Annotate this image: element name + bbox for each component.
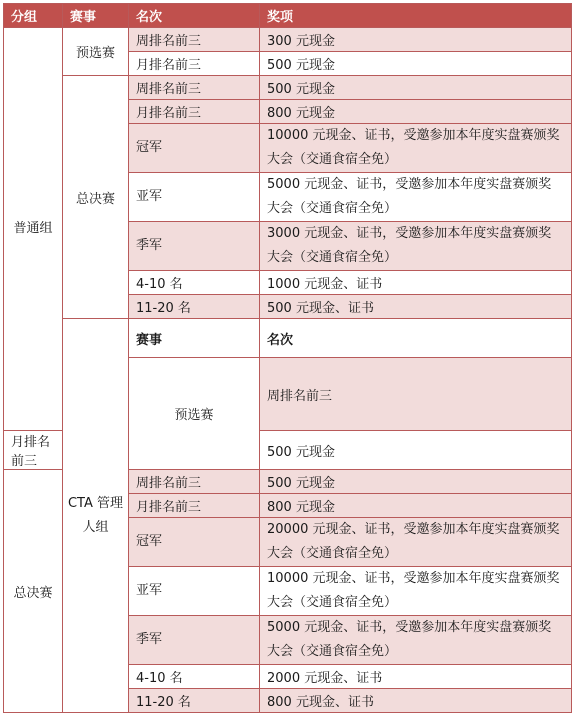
header-prize: 奖项 <box>260 4 572 28</box>
group-name: CTA 管理人组 <box>63 319 129 713</box>
rank-cell: 季军 <box>129 222 260 271</box>
prize-cell: 10000 元现金、证书，受邀参加本年度实盘赛颁奖大会（交通食宿全免） <box>260 567 572 616</box>
rank-cell: 季军 <box>129 616 260 665</box>
rank-cell: 11-20 名 <box>129 689 260 713</box>
prize-cell: 500 元现金 <box>260 470 572 494</box>
rank-cell: 亚军 <box>129 567 260 616</box>
prize-cell: 10000 元现金、证书，受邀参加本年度实盘赛颁奖大会（交通食宿全免） <box>260 124 572 173</box>
prize-cell: 2000 元现金、证书 <box>260 665 572 689</box>
prize-cell: 500 元现金 <box>260 52 572 76</box>
rank-cell: 周排名前三 <box>260 358 572 431</box>
prize-cell: 500 元现金、证书 <box>260 295 572 319</box>
prize-cell: 500 元现金 <box>260 76 572 100</box>
rank-cell: 冠军 <box>129 124 260 173</box>
prize-cell: 300 元现金 <box>260 28 572 52</box>
subheader-event: 赛事 <box>129 319 260 358</box>
prize-cell: 5000 元现金、证书，受邀参加本年度实盘赛颁奖大会（交通食宿全免） <box>260 616 572 665</box>
prize-table <box>3 3 572 713</box>
prize-cell: 800 元现金 <box>260 494 572 518</box>
rank-cell: 月排名前三 <box>4 431 63 470</box>
group-name: 普通组 <box>4 28 63 431</box>
prize-cell: 5000 元现金、证书，受邀参加本年度实盘赛颁奖大会（交通食宿全免） <box>260 173 572 222</box>
table-row <box>4 76 572 100</box>
prize-cell: 800 元现金 <box>260 100 572 124</box>
rank-cell: 月排名前三 <box>129 100 260 124</box>
subheader-row <box>4 319 572 358</box>
prize-cell: 20000 元现金、证书，受邀参加本年度实盘赛颁奖大会（交通食宿全免） <box>260 518 572 567</box>
rank-cell: 亚军 <box>129 173 260 222</box>
prize-cell: 800 元现金、证书 <box>260 689 572 713</box>
rank-cell: 周排名前三 <box>129 470 260 494</box>
header-group: 分组 <box>4 4 63 28</box>
rank-cell: 周排名前三 <box>129 28 260 52</box>
rank-cell: 月排名前三 <box>129 52 260 76</box>
rank-cell: 周排名前三 <box>129 76 260 100</box>
rank-cell: 冠军 <box>129 518 260 567</box>
rank-cell: 4-10 名 <box>129 665 260 689</box>
table-header-row <box>4 4 572 28</box>
subheader-rank: 名次 <box>260 319 572 358</box>
rank-cell: 4-10 名 <box>129 271 260 295</box>
rank-cell: 11-20 名 <box>129 295 260 319</box>
event-name: 总决赛 <box>4 470 63 713</box>
rank-cell: 月排名前三 <box>129 494 260 518</box>
header-rank: 名次 <box>129 4 260 28</box>
prize-cell: 500 元现金 <box>260 431 572 470</box>
event-name: 预选赛 <box>63 28 129 76</box>
table-row <box>4 28 572 52</box>
event-name: 预选赛 <box>129 358 260 470</box>
prize-cell: 3000 元现金、证书，受邀参加本年度实盘赛颁奖大会（交通食宿全免） <box>260 222 572 271</box>
header-event: 赛事 <box>63 4 129 28</box>
prize-cell: 1000 元现金、证书 <box>260 271 572 295</box>
event-name: 总决赛 <box>63 76 129 319</box>
